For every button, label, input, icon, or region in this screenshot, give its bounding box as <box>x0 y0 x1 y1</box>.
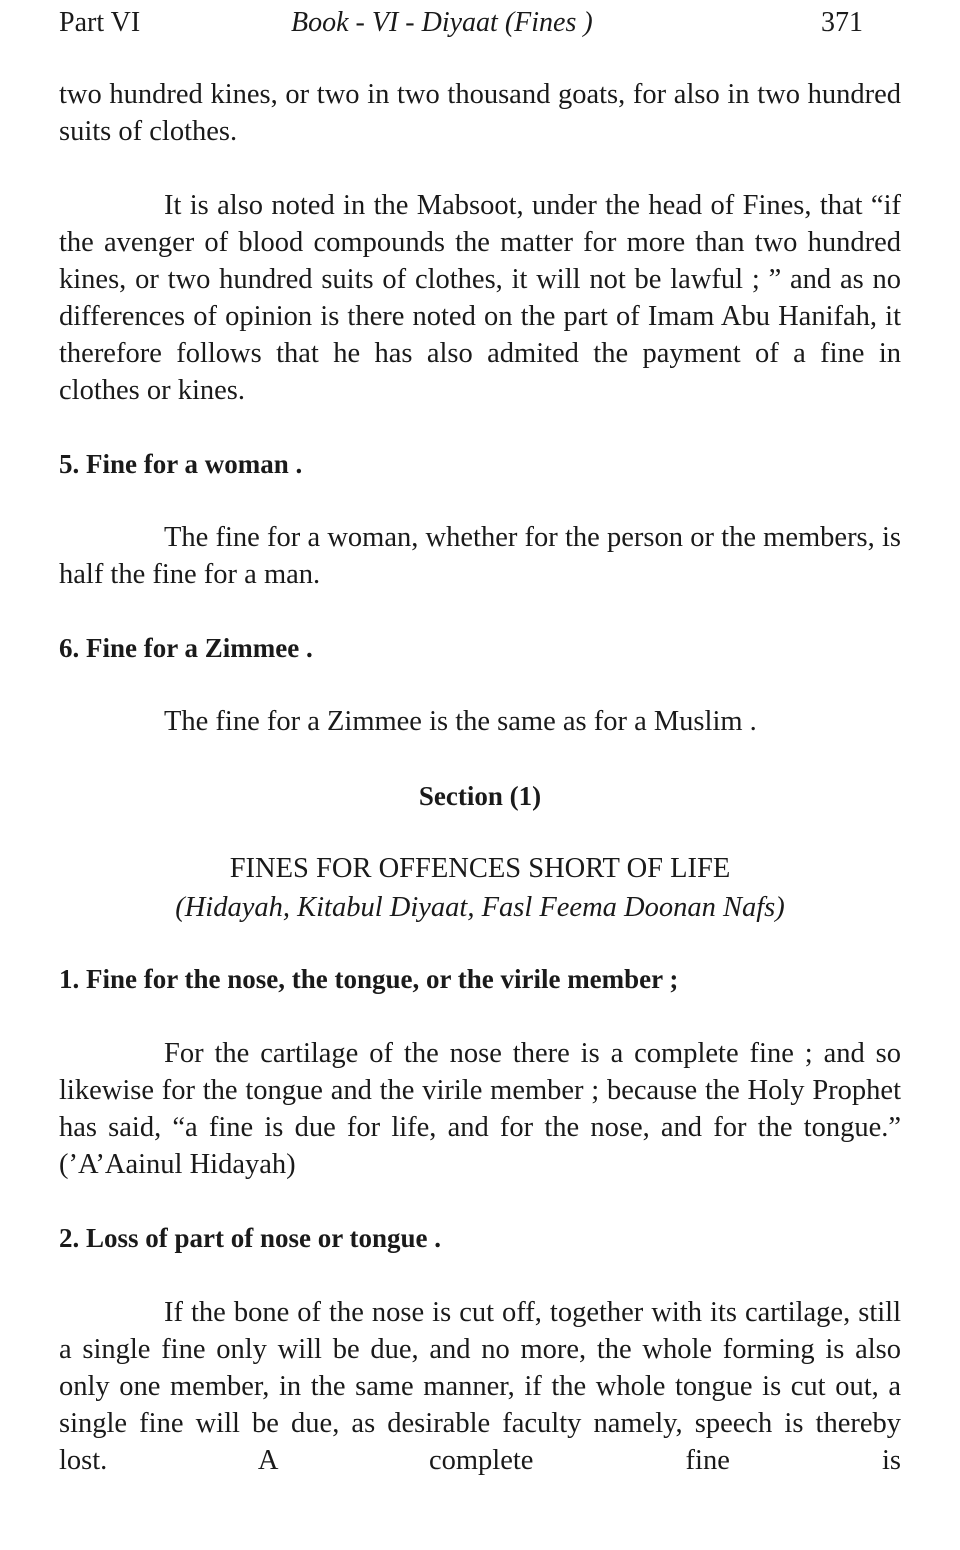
heading-loss-part: 2. Loss of part of nose or tongue . <box>59 1223 442 1253</box>
section-source: (Hidayah, Kitabul Diyaat, Fasl Feema Doonan Nafs) <box>175 892 785 923</box>
section-subtitle: FINES FOR OFFENCES SHORT OF LIFE <box>229 853 731 884</box>
section-title: Section (1) <box>418 781 542 811</box>
page-header <box>59 6 901 40</box>
paragraph-fine-woman: The fine for a woman, whether for the person or the members, is half the fine for a man. <box>59 522 901 590</box>
paragraph-continuation: two hundred kines, or two in two thousand goats, for also in two hundred suits of clothes. <box>59 79 901 147</box>
paragraph-mabsoot: It is also noted in the Mabsoot, under the head of Fines, that “if the avenger of blood compounds the matter for more than two hundred kines, or two hundred suits of clothes, it will not be lawful ; ” and as no differences of opinion is there noted on the part of Imam Abu Hanifah, it therefore follows that he has also admited the payment of a fine in clothes or kines. <box>59 190 901 406</box>
heading-fine-zimmee: 6. Fine for a Zimmee . <box>59 633 313 663</box>
heading-fine-woman: 5. Fine for a woman . <box>59 449 303 479</box>
paragraph-fine-zimmee: The fine for a Zimmee is the same as for a Muslim . <box>164 706 757 737</box>
paragraph-loss-part: If the bone of the nose is cut off, together with its cartilage, still a single fine only will be due, and no more, the whole forming is also only one member, in the same manner, if the whole tongue is cut out, a single fine will be due, as desirable faculty namely, speech is thereby lost. A complete fine is <box>59 1297 901 1476</box>
heading-nose-tongue: 1. Fine for the nose, the tongue, or the virile member ; <box>59 964 679 994</box>
paragraph-nose-tongue: For the cartilage of the nose there is a complete fine ; and so likewise for the tongue and the virile member ; because the Holy Prophet has said, “a fine is due for life, and for the nose, and for the tongue.” (’A’Aainul Hidayah) <box>59 1038 901 1180</box>
part-label: Part VI <box>59 7 141 38</box>
book-title: Book - VI - Diyaat (Fines ) <box>291 7 593 38</box>
page-number: 371 <box>821 7 863 38</box>
